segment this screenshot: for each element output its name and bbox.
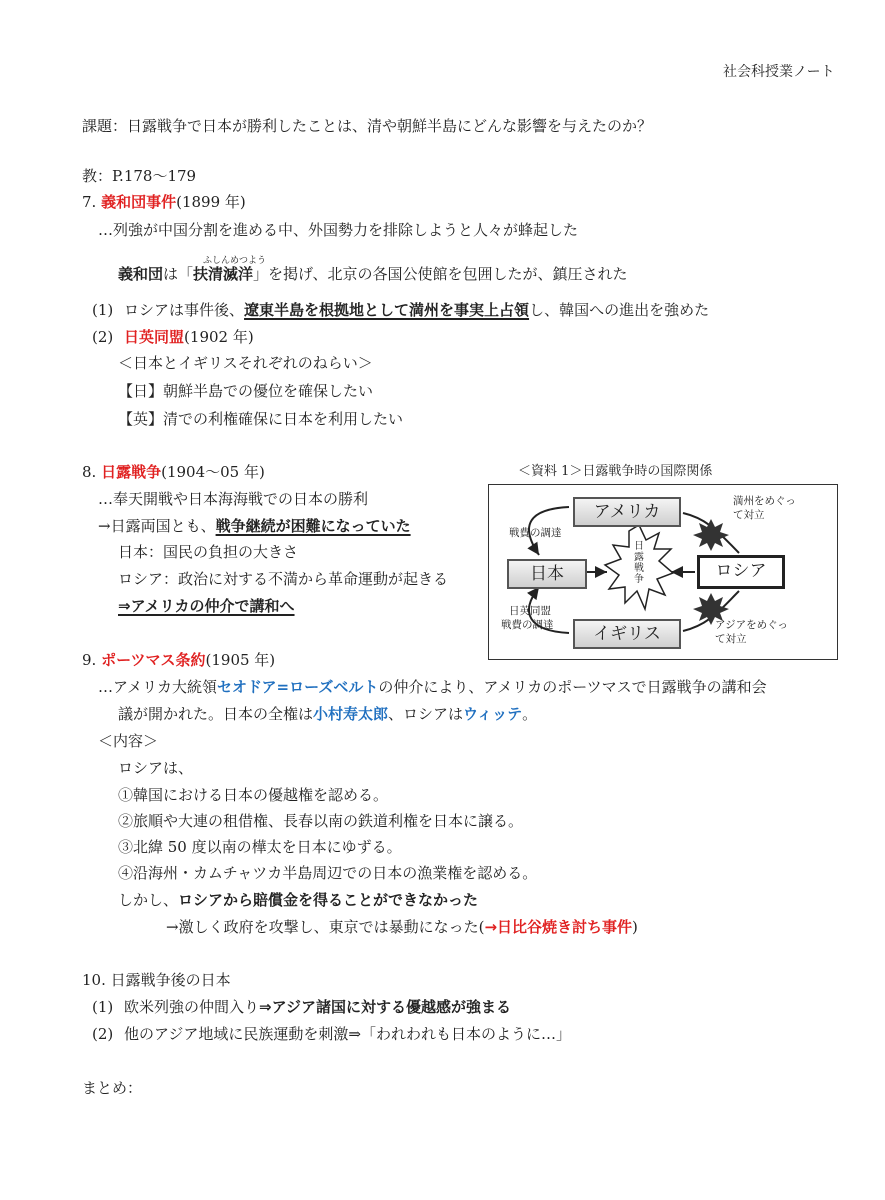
s10-item-1-a: 欧米列強の仲間入り <box>124 998 260 1016</box>
section-8-heading <box>82 462 265 482</box>
section-9-year: (1905 年) <box>205 651 276 669</box>
box-usa: アメリカ <box>573 497 681 527</box>
boxer-line <box>118 264 627 284</box>
item-1-text-a: ロシアは事件後、 <box>124 301 245 319</box>
treaty-line-2-e: 。 <box>522 705 538 723</box>
no-indemnity-line <box>118 890 478 910</box>
section-7-item-2 <box>92 327 254 347</box>
clause-3: ③北緯 50 度以南の樺太を日本にゆずる。 <box>118 838 402 856</box>
content-heading: ＜内容＞ <box>98 732 159 750</box>
hibiya-incident: →日比谷焼き討ち事件 <box>484 918 633 936</box>
russia-agrees: ロシアは、 <box>118 759 194 777</box>
no-indemnity-a: しかし、 <box>118 891 179 909</box>
riot-c: ) <box>632 918 638 936</box>
roosevelt-name: セオドア=ローズベルト <box>216 678 379 696</box>
section-10-item-1 <box>92 997 511 1017</box>
war-line-1: …奉天開戦や日本海海戦での日本の勝利 <box>98 490 369 508</box>
section-8-number: 8. <box>82 463 97 481</box>
aim-britain: 【英】清での利権確保に日本を利用したい <box>118 410 404 428</box>
war-line-2-underline: 戦争継続が困難になっていた <box>215 517 411 535</box>
item-2-number: (2) <box>92 328 114 346</box>
summary-label: まとめ： <box>82 1079 143 1097</box>
section-8-year: (1904〜05 年) <box>161 463 265 481</box>
section-7-title: 義和団事件 <box>101 193 177 211</box>
aims-heading: ＜日本とイギリスそれぞれのねらい＞ <box>118 354 373 372</box>
boxer-name: 義和団 <box>118 265 164 283</box>
treaty-line-1-c: の仲介により、アメリカのポーツマスで日露戦争の講和会 <box>378 678 767 696</box>
note-asia-2: て対立 <box>715 633 747 645</box>
box-japan: 日本 <box>507 559 587 589</box>
treaty-line-2 <box>118 704 537 724</box>
note-usa-funding: 戦費の調達 <box>509 527 562 539</box>
section-9-heading <box>82 650 275 670</box>
war-line-4: ロシア：政治に対する不満から革命運動が起きる <box>118 570 449 588</box>
clause-2: ②旅順や大連の租借権、長春以南の鉄道利権を日本に譲る。 <box>118 812 524 830</box>
note-manchuria-1: 満州をめぐっ <box>733 495 796 507</box>
war-line-3: 日本：国民の負担の大きさ <box>118 543 299 561</box>
textbook-pages: 教：P.178〜179 <box>82 167 197 185</box>
note-asia-1: アジアをめぐっ <box>715 619 788 631</box>
s10-item-1-b: ⇒アジア諸国に対する優越感が強まる <box>259 998 512 1016</box>
note-uk-funding: 戦費の調達 <box>501 619 554 631</box>
no-indemnity-b: ロシアから賠償金を得ることができなかった <box>178 891 479 909</box>
section-9-number: 9. <box>82 651 97 669</box>
note-header-title: 社会科授業ノート <box>723 64 835 80</box>
treaty-line-1 <box>98 677 767 697</box>
section-7-year: (1899 年) <box>176 193 246 211</box>
section-10-item-2 <box>92 1024 571 1044</box>
section-7-item-1 <box>92 300 709 320</box>
boxer-text-a: は「 <box>163 265 194 283</box>
note-manchuria-2: て対立 <box>733 509 765 521</box>
war-line-2-text: →日露両国とも、 <box>98 517 216 535</box>
alliance-title: 日英同盟 <box>124 328 185 346</box>
note-uk-alliance: 日英同盟 <box>509 605 551 617</box>
war-line-2 <box>98 516 411 536</box>
s10-item-2-number: (2) <box>92 1025 114 1043</box>
diagram-caption: ＜資料 1＞日露戦争時の国際関係 <box>518 464 713 479</box>
komura-name: 小村寿太郎 <box>313 705 389 723</box>
s10-item-1-number: (1) <box>92 998 114 1016</box>
box-uk: イギリス <box>573 619 681 649</box>
boxer-text-b: 」を掲げ、北京の各国公使館を包囲したが、鎮圧された <box>253 265 628 283</box>
item-1-number: (1) <box>92 301 114 319</box>
clause-4: ④沿海州・カムチャツカ半島周辺での日本の漁業権を認める。 <box>118 864 538 882</box>
slogan: 扶清滅洋 <box>193 265 254 283</box>
task-question: 課題：日露戦争で日本が勝利したことは、清や朝鮮半島にどんな影響を与えたのか？ <box>82 117 653 135</box>
section-8-title: 日露戦争 <box>101 463 162 481</box>
box-russia: ロシア <box>697 555 785 589</box>
war-line-5: ⇒アメリカの仲介で講和へ <box>118 597 295 615</box>
aim-japan: 【日】朝鮮半島での優位を確保したい <box>118 382 374 400</box>
witte-name: ウィッテ <box>463 705 523 723</box>
international-relations-diagram <box>488 484 838 660</box>
treaty-line-2-a: 議が開かれた。日本の全権は <box>118 705 314 723</box>
item-1-text-b: し、韓国への進出を強めた <box>529 301 710 319</box>
riot-line <box>166 917 638 937</box>
item-1-underline: 遼東半島を根拠地として満州を事実上占領 <box>244 301 530 319</box>
clause-1: ①韓国における日本の優越権を認める。 <box>118 786 389 804</box>
manchuria-conflict-burst <box>693 519 729 551</box>
section-7-heading <box>82 192 246 212</box>
s10-item-2-text: 他のアジア地域に民族運動を刺激⇒「われわれも日本のように…」 <box>124 1025 572 1043</box>
riot-a: →激しく政府を攻撃し、東京では暴動になった( <box>166 918 485 936</box>
treaty-line-1-a: …アメリカ大統領 <box>98 678 217 696</box>
section-10-heading: 10. 日露戦争後の日本 <box>82 971 231 989</box>
section-7-description: …列強が中国分割を進める中、外国勢力を排除しようと人々が蜂起した <box>98 221 579 239</box>
slogan-ruby: ふしんめつよう <box>203 256 267 266</box>
alliance-year: (1902 年) <box>184 328 254 346</box>
section-7-number: 7. <box>82 193 97 211</box>
section-9-title: ポーツマス条約 <box>101 651 206 669</box>
war-label: 日露戦争 <box>634 541 644 585</box>
treaty-line-2-c: 、ロシアは <box>388 705 464 723</box>
